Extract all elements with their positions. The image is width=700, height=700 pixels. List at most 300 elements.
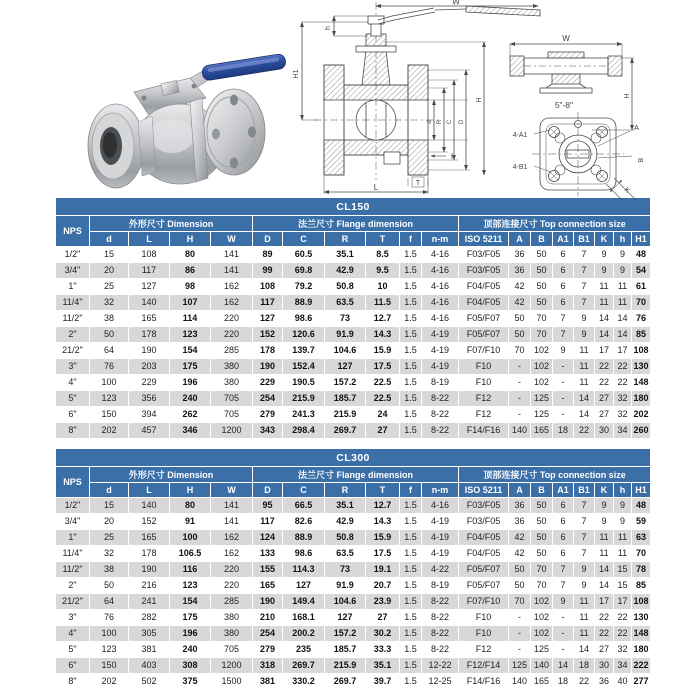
table-cell: 1200 [211,423,252,438]
table-cell: 6 [553,514,573,529]
table-cell: 269.7 [325,674,365,689]
table-cell: - [553,359,573,374]
table-cell: 123 [170,327,210,342]
group-header-top-connection: 顶部连接尺寸 Top connection size [459,467,650,482]
table-cell: 148 [632,626,650,641]
table-row [56,359,650,374]
table-cell: 11 [595,546,613,561]
table-cell: 140 [509,423,530,438]
table-cell: - [553,407,573,422]
group-header-dimension: 外形尺寸 Dimension [90,216,252,231]
valve-photo [82,42,292,200]
valve-photo-art [88,53,287,188]
table-cell: 50 [531,279,552,294]
table-cell: 98 [170,279,210,294]
table-cell: 14 [595,562,613,577]
table-cell: 7 [553,327,573,342]
table-cell: F07/F10 [459,594,508,609]
table-cell: 175 [170,359,210,374]
table-row [56,642,650,657]
pad-label-K: K [622,186,631,195]
table-cell: 15 [90,247,128,262]
table-cell: F05/F07 [459,562,508,577]
column-header: ISO 5211 [459,232,508,246]
table-cell: 196 [170,626,210,641]
table-cell: 11.5 [366,295,399,310]
table-cell: 9 [614,247,631,262]
column-header: T [366,483,399,497]
table-row [56,279,650,294]
table-cell: 1/2" [56,247,89,262]
table-cell: 33.3 [366,642,399,657]
table-cell: 394 [129,407,169,422]
table-cell: 162 [211,295,252,310]
table-cell: 152 [253,327,282,342]
table-cell: 381 [129,642,169,657]
table-cell: 190 [129,562,169,577]
table-cell: 165 [531,423,552,438]
table-cell: 705 [211,391,252,406]
table-cell: 14 [595,578,613,593]
table-cell: F07/F10 [459,343,508,358]
table-cell: 1.5 [400,658,421,673]
table-cell: 1.5 [400,295,421,310]
table-cell: 8-22 [422,407,458,422]
table-cell: 50 [531,514,552,529]
table-cell: F04/F05 [459,295,508,310]
dim-label-R: R [437,119,443,125]
table-cell: 20 [90,263,128,278]
table-cell: F10 [459,359,508,374]
table-cell: 203 [129,359,169,374]
table-cell: 130 [632,359,650,374]
table-cell: 102 [531,610,552,625]
column-header: W [211,232,252,246]
table-cell: 63.5 [325,295,365,310]
table-cell: 64 [90,343,128,358]
table-cell: 9 [553,343,573,358]
table-cell: 36 [509,263,530,278]
table-cell: 19.1 [366,562,399,577]
table-cell: F03/F05 [459,247,508,262]
table-cell: 308 [170,658,210,673]
table-cell: 50 [531,247,552,262]
table-cell: 76 [90,610,128,625]
table-cell: 36 [509,498,530,513]
table-cell: 107 [170,295,210,310]
table-cell: 6" [56,658,89,673]
table-row [56,546,650,561]
table-cell: 1.5 [400,343,421,358]
table-cell: 73 [325,311,365,326]
table-cell: 104.6 [325,343,365,358]
column-header: A [509,483,530,497]
table-cell: 91 [170,514,210,529]
table-cell: 34 [614,658,631,673]
column-header: f [400,483,421,497]
table-cell: 7 [574,295,594,310]
table-cell: 14.3 [366,514,399,529]
table-cell: 3" [56,610,89,625]
table-cell: 70 [509,594,530,609]
table-cell: 1.5 [400,311,421,326]
table-cell: 1.5 [400,407,421,422]
table-cell: 216 [129,578,169,593]
table-cell: 59 [632,514,650,529]
table-cell: 125 [509,658,530,673]
table-cell: 17.5 [366,359,399,374]
table-cell: 35.1 [325,247,365,262]
table-cell: 117 [253,295,282,310]
table-cell: 117 [253,514,282,529]
column-header: T [366,232,399,246]
table-cell: 1.5 [400,530,421,545]
table-cell: 17 [595,594,613,609]
table-cell: - [509,642,530,657]
table-cell: 178 [253,343,282,358]
table-cell: 155 [253,562,282,577]
table-cell: 14 [553,658,573,673]
table-cell: 285 [211,343,252,358]
table-cell: 38 [90,311,128,326]
table-cell: 380 [211,359,252,374]
table-cell: 149.4 [283,594,324,609]
table-cell: F03/F05 [459,498,508,513]
table-cell: 27 [366,610,399,625]
table-cell: 14 [614,327,631,342]
table-cell: 61 [632,279,650,294]
table-cell: 66.5 [283,498,324,513]
column-header-nps: NPS [56,216,89,246]
table-cell: 127 [253,311,282,326]
table-row [56,311,650,326]
table-cell: 196 [170,375,210,390]
dim-label-d: d [427,120,433,124]
table-cell: 11 [574,594,594,609]
table-cell: 502 [129,674,169,689]
table-cell: 32 [614,642,631,657]
table-cell: 22 [614,626,631,641]
table-cell: 42 [509,279,530,294]
table-cell: F12 [459,407,508,422]
table-cell: - [509,407,530,422]
table-cell: F03/F05 [459,263,508,278]
table-cell: 36 [509,247,530,262]
table-cell: 154 [170,594,210,609]
dim-label-H-side: H [624,93,631,99]
table-cell: 269.7 [325,423,365,438]
table-cell: 9 [614,514,631,529]
table-cell: 152 [129,514,169,529]
table-cell: 35.1 [366,658,399,673]
table-cell: 6 [553,295,573,310]
column-header: h [614,483,631,497]
table-cell: F05/F07 [459,578,508,593]
table-cell: 305 [129,626,169,641]
table-cell: 4-22 [422,562,458,577]
column-header-nps: NPS [56,467,89,497]
table-cell: 9 [614,263,631,278]
table-cell: F12 [459,391,508,406]
table-cell: 200.2 [283,626,324,641]
table-cell: 14.3 [366,327,399,342]
table-cell: 254 [253,391,282,406]
table-cell: 15 [614,562,631,577]
table-cell: 22 [614,359,631,374]
table-cell: 318 [253,658,282,673]
table-cell: 148 [632,375,650,390]
table-cell: 1.5 [400,642,421,657]
table-cell: F03/F05 [459,514,508,529]
column-header: L [129,483,169,497]
table-cell: 1.5 [400,546,421,561]
column-header-row [56,483,650,497]
table-cell: 202 [632,407,650,422]
column-header: B [531,483,552,497]
table-cell: 85 [632,327,650,342]
table-cell: F12 [459,642,508,657]
table-cell: 15 [90,498,128,513]
table-cell: 178 [129,327,169,342]
table-cell: 241.3 [283,407,324,422]
table-cell: 140 [129,295,169,310]
table-cell: 8-19 [422,375,458,390]
table-cell: 50.8 [325,530,365,545]
table-cell: 7 [574,247,594,262]
table-cell: 1.5 [400,626,421,641]
table-cell: 102 [531,375,552,390]
table-cell: 140 [509,674,530,689]
table-cell: 39.7 [366,674,399,689]
table-cell: 11/2" [56,562,89,577]
table-cell: F04/F05 [459,530,508,545]
table-row [56,423,650,438]
table-cell: 25 [90,530,128,545]
column-header: f [400,232,421,246]
column-header: n-m [422,483,458,497]
table-cell: 343 [253,423,282,438]
table-cell: 380 [211,626,252,641]
dim-label-f: f [451,154,453,161]
table-cell: 70 [632,546,650,561]
table-cell: 27 [595,407,613,422]
table-cell: 403 [129,658,169,673]
table-cell: 102 [531,626,552,641]
table-cell: F12/F14 [459,658,508,673]
table-cell: 50.8 [325,279,365,294]
table-cell: 70 [531,578,552,593]
column-header: d [90,232,128,246]
table-cell: - [509,375,530,390]
table-cell: 4-19 [422,546,458,561]
table-cell: 285 [211,594,252,609]
table-cell: 98.6 [283,546,324,561]
table-cell: 1.5 [400,514,421,529]
table-cell: 12-22 [422,658,458,673]
column-header: h [614,232,631,246]
table-cell: F10 [459,626,508,641]
table-cell: 220 [211,562,252,577]
table-cell: 8-22 [422,610,458,625]
table-cell: 1.5 [400,674,421,689]
table-cell: 23.9 [366,594,399,609]
table-cell: 38 [90,562,128,577]
column-header: H1 [632,232,650,246]
table-cell: 1" [56,279,89,294]
table-cell: 1.5 [400,594,421,609]
table-cell: 100 [90,375,128,390]
table-cell: 150 [90,658,128,673]
table-cell: 9 [595,247,613,262]
table-cell: 64 [90,594,128,609]
table-cell: 4-19 [422,530,458,545]
table-row [56,594,650,609]
table-cell: 50 [531,546,552,561]
table-cell: 70 [509,343,530,358]
table-cell: 86 [170,263,210,278]
table-cell: 27 [366,423,399,438]
table-cell: 63 [632,530,650,545]
pad-label-4B1: 4-B1 [512,164,528,171]
table-cell: 21/2" [56,594,89,609]
column-header-row [56,232,650,246]
table-cell: 73 [325,562,365,577]
table-cell: 2" [56,578,89,593]
table-cell: F10 [459,375,508,390]
table-cell: F04/F05 [459,279,508,294]
table-cell: 22.5 [366,375,399,390]
dim-label-W-front: W [452,0,460,7]
table-cell: 254 [253,626,282,641]
table-row [56,247,650,262]
table-cell: 22 [614,610,631,625]
table-cell: 8-22 [422,423,458,438]
table-cell: 76 [90,359,128,374]
table-cell: 114 [170,311,210,326]
column-header: D [253,232,282,246]
iso-pad-drawing [532,112,636,200]
table-cell: 100 [90,626,128,641]
table-cell: 279 [253,642,282,657]
table-cell: 42 [509,546,530,561]
table-row [56,327,650,342]
table-cell: 50 [531,498,552,513]
dim-label-H1: H1 [293,69,300,79]
table-cell: 4-19 [422,327,458,342]
pad-label-A: A [634,123,640,132]
table-row [56,562,650,577]
column-header: W [211,483,252,497]
column-header: D [253,483,282,497]
table-cell: 220 [211,311,252,326]
table-cell: 141 [211,263,252,278]
table-cell: 9 [553,594,573,609]
table-cell: 80 [170,498,210,513]
table-cell: 32 [614,407,631,422]
table-cell: 190 [253,594,282,609]
cl300-table-body [56,498,650,689]
table-cell: 30 [595,658,613,673]
table-cell: 215.9 [325,658,365,673]
table-cell: - [553,391,573,406]
column-header: K [595,483,613,497]
table-row [56,674,650,689]
dim-label-C: C [447,119,453,125]
table-cell: 298.4 [283,423,324,438]
side-view-caption: 5"-8" [554,100,574,110]
table-cell: 165 [129,530,169,545]
table-cell: 240 [170,642,210,657]
table-cell: 11 [574,359,594,374]
table-cell: 220 [211,327,252,342]
table-cell: 4" [56,626,89,641]
table-row [56,658,650,673]
column-header: H [170,232,210,246]
table-cell: 1.5 [400,279,421,294]
table-cell: 108 [253,279,282,294]
table-cell: 91.9 [325,327,365,342]
table-cell: 6 [553,546,573,561]
table-cell: 22 [595,610,613,625]
table-cell: 8" [56,674,89,689]
table-cell: 2" [56,327,89,342]
table-cell: 141 [211,498,252,513]
table-row [56,391,650,406]
table-cell: 102 [531,343,552,358]
table-cell: 180 [632,391,650,406]
dim-label-W-side: W [562,34,570,43]
table-cell: 22 [574,423,594,438]
table-cell: 9 [574,327,594,342]
column-header: n-m [422,232,458,246]
table-row [56,578,650,593]
table-cell: 3/4" [56,263,89,278]
table-cell: 162 [211,546,252,561]
table-cell: 1.5 [400,247,421,262]
table-cell: 50 [509,578,530,593]
table-cell: 22 [595,375,613,390]
table-cell: 27 [595,391,613,406]
table-cell: 380 [211,610,252,625]
table-cell: 7 [574,546,594,561]
table-cell: 6" [56,407,89,422]
table-cell: 88.9 [283,530,324,545]
table-cell: 50 [509,327,530,342]
table-cell: 17.5 [366,546,399,561]
table-cell: - [553,626,573,641]
table-cell: 35.1 [325,498,365,513]
table-cell: 108 [632,594,650,609]
table-cell: 14 [574,391,594,406]
table-cell: - [509,610,530,625]
table-cell: 11 [574,610,594,625]
table-row [56,295,650,310]
table-cell: 27 [595,642,613,657]
dim-label-D: D [459,119,465,125]
table-cell: 1.5 [400,498,421,513]
table-cell: 18 [574,658,594,673]
table-cell: 180 [632,642,650,657]
table-cell: 11 [574,626,594,641]
table-cell: F05/F07 [459,327,508,342]
table-cell: 120.6 [283,327,324,342]
table-cell: 40 [614,674,631,689]
table-cell: 1.5 [400,375,421,390]
table-cell: 3/4" [56,514,89,529]
table-cell: 157.2 [325,375,365,390]
table-cell: 130 [632,610,650,625]
pad-label-4A1: 4-A1 [512,132,528,139]
